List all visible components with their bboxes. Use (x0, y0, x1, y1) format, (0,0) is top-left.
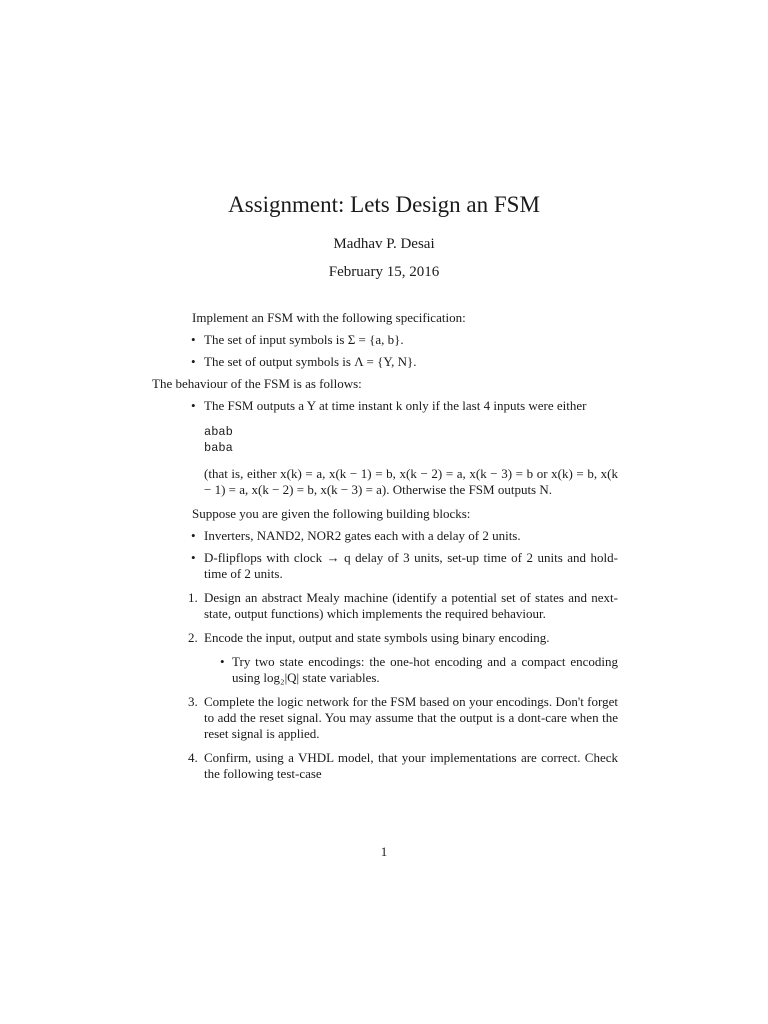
bullet-icon: • (220, 654, 225, 669)
pattern-code-2: baba (204, 441, 233, 455)
blocks-intro: Suppose you are given the following building blocks: (192, 506, 471, 521)
bullet-icon: • (191, 550, 196, 565)
behaviour-detail: (that is, either x(k) = a, x(k − 1) = b, x(k − 2) = a, x(k − 3) = b or x(k) = b, x(k − 1) = a, x(k − 2) = b, x(k − 3) = a). Otherwise the FSM outputs N. (204, 466, 618, 497)
document-body (152, 310, 618, 782)
task-item: 4. Confirm, using a VHDL model, that your implementations are correct. Check the following test-case (188, 750, 618, 781)
document-author: Madhav P. Desai (333, 236, 435, 252)
intro-paragraph: Implement an FSM with the following specification: (192, 310, 466, 325)
page-number: 1 (380, 844, 388, 859)
spec-list (172, 332, 618, 370)
document-title: Assignment: Lets Design an FSM (228, 192, 540, 217)
task-list (172, 590, 618, 782)
bullet-icon: • (191, 398, 196, 413)
behaviour-list (172, 398, 618, 414)
task-item: 1. Design an abstract Mealy machine (identify a potential set of states and next-state, output functions) which implements the required behaviour. (188, 590, 618, 621)
pattern-code-1: abab (204, 425, 233, 439)
list-item: • Inverters, NAND2, NOR2 gates each with a delay of 2 units. (191, 528, 521, 543)
list-item: • The set of output symbols is Λ = {Y, N}. (191, 354, 417, 369)
task-item: 3. Complete the logic network for the FSM based on your encodings. Don't forget to add the reset signal. You may assume that the output is a dont-care when the reset signal is applied. (188, 694, 618, 741)
list-item: • D-flipflops with clock → q delay of 3 units, set-up time of 2 units and hold-time of 2 units. (191, 550, 618, 581)
list-item: • The set of input symbols is Σ = {a, b}. (191, 332, 404, 347)
behaviour-intro: The behaviour of the FSM is as follows: (152, 376, 362, 391)
list-item: • The FSM outputs a Y at time instant k only if the last 4 inputs were either (191, 398, 587, 413)
task-item: 2. Encode the input, output and state symbols using binary encoding. (188, 630, 550, 645)
bullet-icon: • (191, 354, 196, 369)
blocks-list (172, 528, 618, 582)
bullet-icon: • (191, 332, 196, 347)
document-date: February 15, 2016 (328, 264, 440, 280)
bullet-icon: • (191, 528, 196, 543)
sub-list-item: • Try two state encodings: the one-hot encoding and a compact encoding using log₂|Q| state variables. (220, 654, 618, 685)
